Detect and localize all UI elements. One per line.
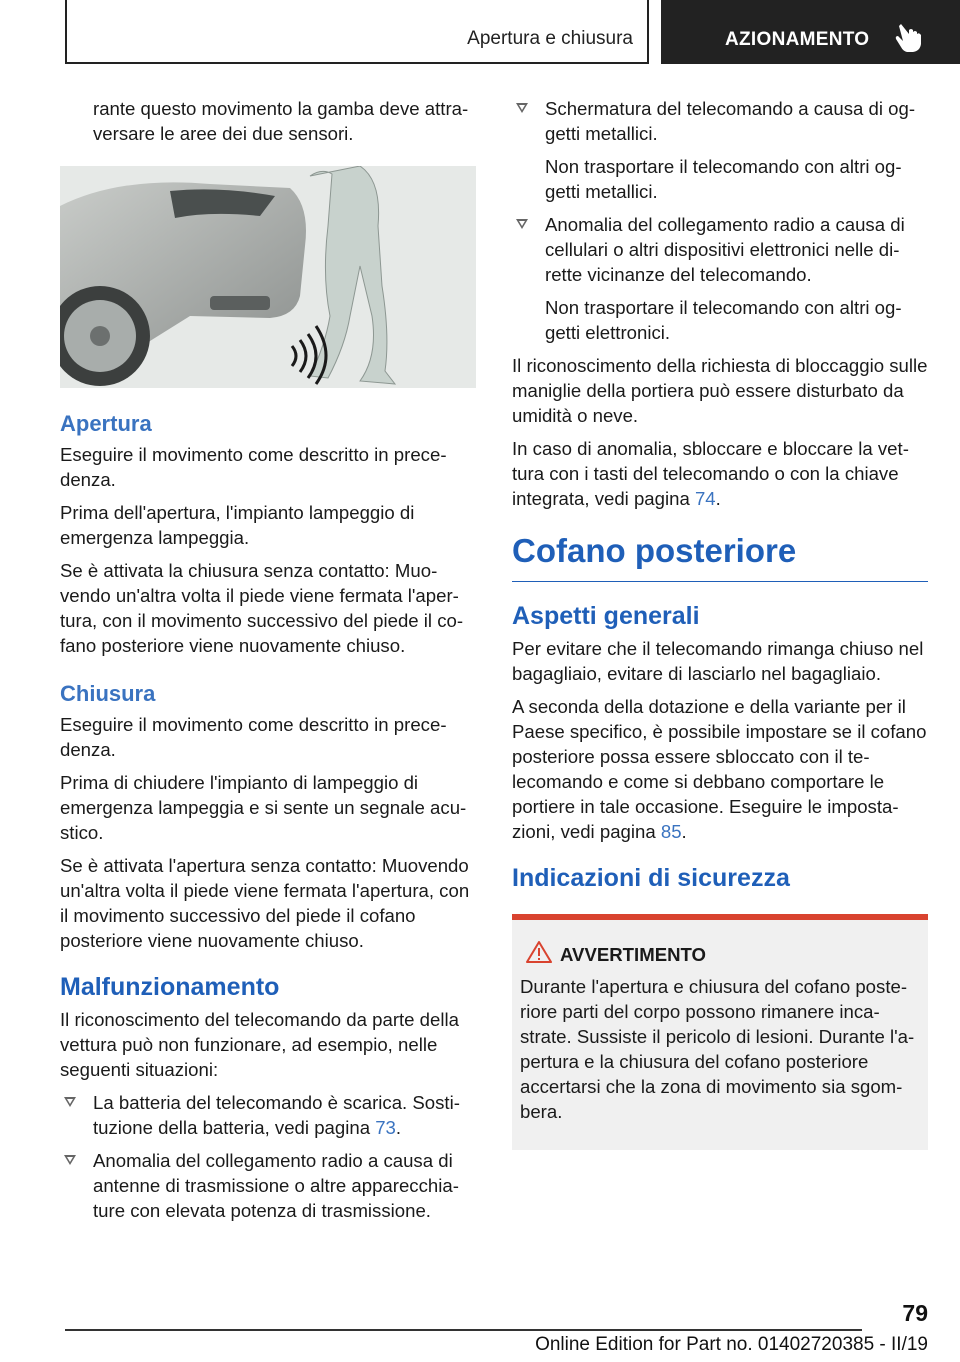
aspetti-p2-text: A seconda della dotazione e della variante per il Paese specifico, è possibile impostare se il cofano posteriore possa essere sbloccato con il telecomando e come si debbano comportare le portiere in tale occasione. Eseguire le impostazioni, vedi pagina bbox=[512, 696, 927, 842]
list-item bbox=[512, 212, 928, 287]
footer-edition: Online Edition for Part no. 01402720385 - II/19 bbox=[535, 1334, 928, 1355]
header-section-title: Apertura e chiusura bbox=[467, 28, 633, 49]
triangle-bullet-icon bbox=[64, 1097, 76, 1107]
bullet-end: . bbox=[395, 1117, 402, 1138]
warning-box bbox=[512, 914, 928, 1150]
heading-aspetti-generali: Aspetti generali bbox=[512, 602, 700, 630]
apertura-p1: Eseguire il movimento come descritto in precedenza. bbox=[60, 444, 447, 490]
bullet-text: Anomalia del collegamento radio a causa di antenne di trasmissione o altre apparecchiature con elevata potenza di trasmissione. bbox=[93, 1150, 459, 1221]
header-section-box bbox=[65, 0, 649, 64]
apertura-p2: Prima dell'apertura, l'impianto lampeggio di emergenza lampeggia. bbox=[60, 502, 415, 548]
page-number: 79 bbox=[902, 1300, 928, 1326]
warning-text: Durante l'apertura e chiusura del cofano posteriore parti del corpo possono rimanere incastrate. Sussiste il pericolo di lesioni. Durante l'apertura e la chiusura del cofano posteriore accertarsi che la zona di movimento sia sgombera. bbox=[520, 976, 915, 1122]
page-link-73[interactable]: 73 bbox=[375, 1117, 396, 1138]
right-column bbox=[512, 96, 928, 1150]
right-p2 bbox=[512, 436, 928, 511]
triangle-bullet-icon bbox=[516, 219, 528, 229]
heading-indicazioni-sicurezza: Indicazioni di sicurezza bbox=[512, 864, 790, 892]
illustration-svg bbox=[60, 166, 476, 388]
header-chapter-box bbox=[661, 0, 960, 64]
list-item bbox=[512, 96, 928, 146]
aspetti-p2 bbox=[512, 694, 928, 844]
list-item bbox=[60, 1090, 476, 1140]
chiusura-p3: Se è attivata l'apertura senza contatto: Muovendo un'altra volta il piede viene fermata l'apertura, con il movimento successivo del piede il cofano posteriore viene nuovamente chiuso. bbox=[60, 855, 470, 951]
malfunzionamento-p1: Il riconoscimento del telecomando da parte della vettura può non funzionare, ad esempio, nelle seguenti situazioni: bbox=[60, 1009, 459, 1080]
warning-triangle-icon bbox=[526, 940, 552, 964]
page-link-74[interactable]: 74 bbox=[694, 488, 716, 509]
page-header bbox=[0, 0, 960, 66]
intro-paragraph: rante questo movimento la gamba deve attraversare le aree dei due sensori. bbox=[93, 98, 469, 144]
bullet-note: Non trasportare il telecomando con altri oggetti metallici. bbox=[545, 156, 902, 202]
aspetti-p1: Per evitare che il telecomando rimanga chiuso nel bagagliaio, evitare di lasciarlo nel bagagliaio. bbox=[512, 638, 924, 684]
left-column bbox=[60, 96, 476, 1231]
footer-divider bbox=[65, 1329, 862, 1331]
bullet-text: La batteria del telecomando è scarica. Sostituzione della batteria, vedi pagina bbox=[93, 1092, 460, 1138]
list-item bbox=[60, 1148, 476, 1223]
heading-malfunzionamento: Malfunzionamento bbox=[60, 973, 280, 1001]
right-p1: Il riconoscimento della richiesta di bloccaggio sulle maniglie della portiera può essere disturbato da umidità o neve. bbox=[512, 355, 928, 426]
triangle-bullet-icon bbox=[516, 103, 528, 113]
right-p2-text: In caso di anomalia, sbloccare e bloccare la vettura con i tasti del telecomando o con la chiave integrata, vedi pagina bbox=[512, 438, 909, 509]
apertura-p3: Se è attivata la chiusura senza contatto: Muovendo un'altra volta il piede viene fermata l'apertura, con il movimento successivo del piede il cofano posteriore viene nuovamente chiuso. bbox=[60, 560, 464, 656]
heading-apertura: Apertura bbox=[60, 411, 152, 436]
bullet-text: Anomalia del collegamento radio a causa di cellulari o altri dispositivi elettronici nelle dirette vicinanze del telecomando. bbox=[545, 214, 905, 285]
bullet-text: Schermatura del telecomando a causa di oggetti metallici. bbox=[545, 98, 916, 144]
header-chapter-title: AZIONAMENTO bbox=[725, 29, 870, 50]
page-link-85[interactable]: 85 bbox=[660, 821, 682, 842]
heading-cofano-posteriore: Cofano posteriore bbox=[512, 531, 928, 582]
bullet-note: Non trasportare il telecomando con altri oggetti elettronici. bbox=[545, 297, 902, 343]
chiusura-p1: Eseguire il movimento come descritto in precedenza. bbox=[60, 714, 447, 760]
car-rear-kick-sensor-illustration bbox=[60, 166, 476, 388]
right-p2-end: . bbox=[715, 488, 721, 509]
aspetti-p2-end: . bbox=[681, 821, 687, 842]
triangle-bullet-icon bbox=[64, 1155, 76, 1165]
warning-header bbox=[520, 944, 918, 966]
warning-title: AVVERTIMENTO bbox=[560, 944, 707, 965]
heading-chiusura: Chiusura bbox=[60, 681, 156, 706]
chiusura-p2: Prima di chiudere l'impianto di lampeggio di emergenza lampeggia e si sente un segnale acustico. bbox=[60, 772, 467, 843]
hand-pointer-icon bbox=[893, 22, 923, 54]
